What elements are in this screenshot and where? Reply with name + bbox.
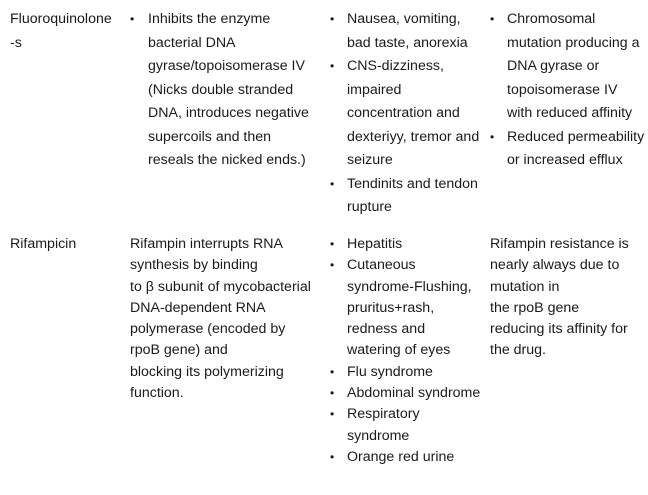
list-item — [490, 126, 646, 173]
adverse-effect-text: CNS-dizziness, impaired concentration and dexteriyy, tremor and seizure — [347, 58, 480, 168]
list-item — [330, 234, 482, 255]
bullet-icon: • — [330, 12, 335, 26]
resistance-line: reducing its affinity for — [490, 321, 628, 338]
adverse-effect-text: Nausea, vomiting, bad taste, anorexia — [347, 11, 468, 51]
bullet-icon: • — [330, 176, 335, 191]
mechanism-line: rpoB gene) and — [130, 342, 228, 359]
bullet-icon: • — [330, 258, 335, 273]
bullet-icon: • — [490, 129, 495, 144]
adverse-effects-cell — [330, 8, 482, 220]
list-item — [330, 8, 482, 55]
mechanism-line: DNA-dependent RNA — [130, 299, 266, 316]
drug-name-line: -s — [10, 34, 22, 51]
bullet-icon: • — [330, 386, 335, 401]
list-item — [330, 404, 482, 447]
bullet-icon: • — [130, 12, 135, 26]
bullet-icon: • — [330, 59, 335, 73]
drug-name-line: Fluoroquinolone — [10, 11, 112, 27]
mechanism-line: to β subunit of mycobacterial — [130, 278, 311, 295]
list-item — [330, 447, 482, 468]
drug-name-cell — [10, 8, 122, 55]
resistance-line: the rpoB gene — [490, 299, 580, 316]
bullet-icon: • — [490, 12, 495, 26]
resistance-cell — [490, 8, 646, 173]
list-item — [130, 8, 320, 173]
adverse-effect-text: Abdominal syndrome — [347, 385, 481, 402]
mechanism-cell — [130, 8, 320, 173]
mechanism-cell — [130, 234, 320, 404]
list-item — [330, 383, 482, 404]
adverse-effects-cell — [330, 234, 482, 468]
mechanism-line: function. — [130, 385, 184, 402]
bullet-icon: • — [330, 237, 335, 251]
adverse-effect-text: Orange red urine — [347, 448, 455, 465]
mechanism-line: Rifampin interrupts RNA — [130, 236, 283, 252]
mechanism-line: synthesis by binding — [130, 257, 258, 274]
mechanism-line: polymerase (encoded by — [130, 321, 286, 338]
resistance-line: mutation in — [490, 278, 560, 295]
bullet-icon: • — [330, 407, 335, 422]
resistance-line: Rifampin resistance is — [490, 236, 629, 252]
list-item — [330, 255, 482, 361]
resistance-cell — [490, 234, 646, 362]
adverse-effect-text: Hepatitis — [347, 236, 403, 252]
resistance-line: nearly always due to — [490, 257, 620, 274]
mechanism-text: Inhibits the enzyme bacterial DNA gyrase/topoisomerase IV (Nicks double stranded DNA, introduces negative supercoils and then reseals the nicked ends.) — [148, 11, 309, 168]
list-item — [490, 8, 646, 126]
adverse-effect-text: Flu syndrome — [347, 363, 433, 380]
list-item — [330, 55, 482, 173]
resistance-line: the drug. — [490, 342, 547, 359]
resistance-text: Reduced permeability or increased efflux — [507, 128, 645, 168]
resistance-text: Chromosomal mutation producing a DNA gyrase or topoisomerase IV with reduced affinity — [507, 11, 640, 121]
bullet-icon: • — [330, 364, 335, 379]
drug-name-cell — [10, 234, 122, 255]
bullet-icon: • — [330, 449, 335, 464]
adverse-effect-text: Cutaneous syndrome-Flushing, pruritus+rash, redness and watering of eyes — [347, 257, 472, 359]
adverse-effect-text: Respiratory syndrome — [347, 406, 420, 444]
drug-name: Rifampicin — [10, 236, 77, 252]
list-item — [330, 362, 482, 383]
list-item — [330, 173, 482, 220]
adverse-effect-text: Tendinits and tendon rupture — [347, 175, 478, 215]
mechanism-line: blocking its polymerizing — [130, 363, 284, 380]
